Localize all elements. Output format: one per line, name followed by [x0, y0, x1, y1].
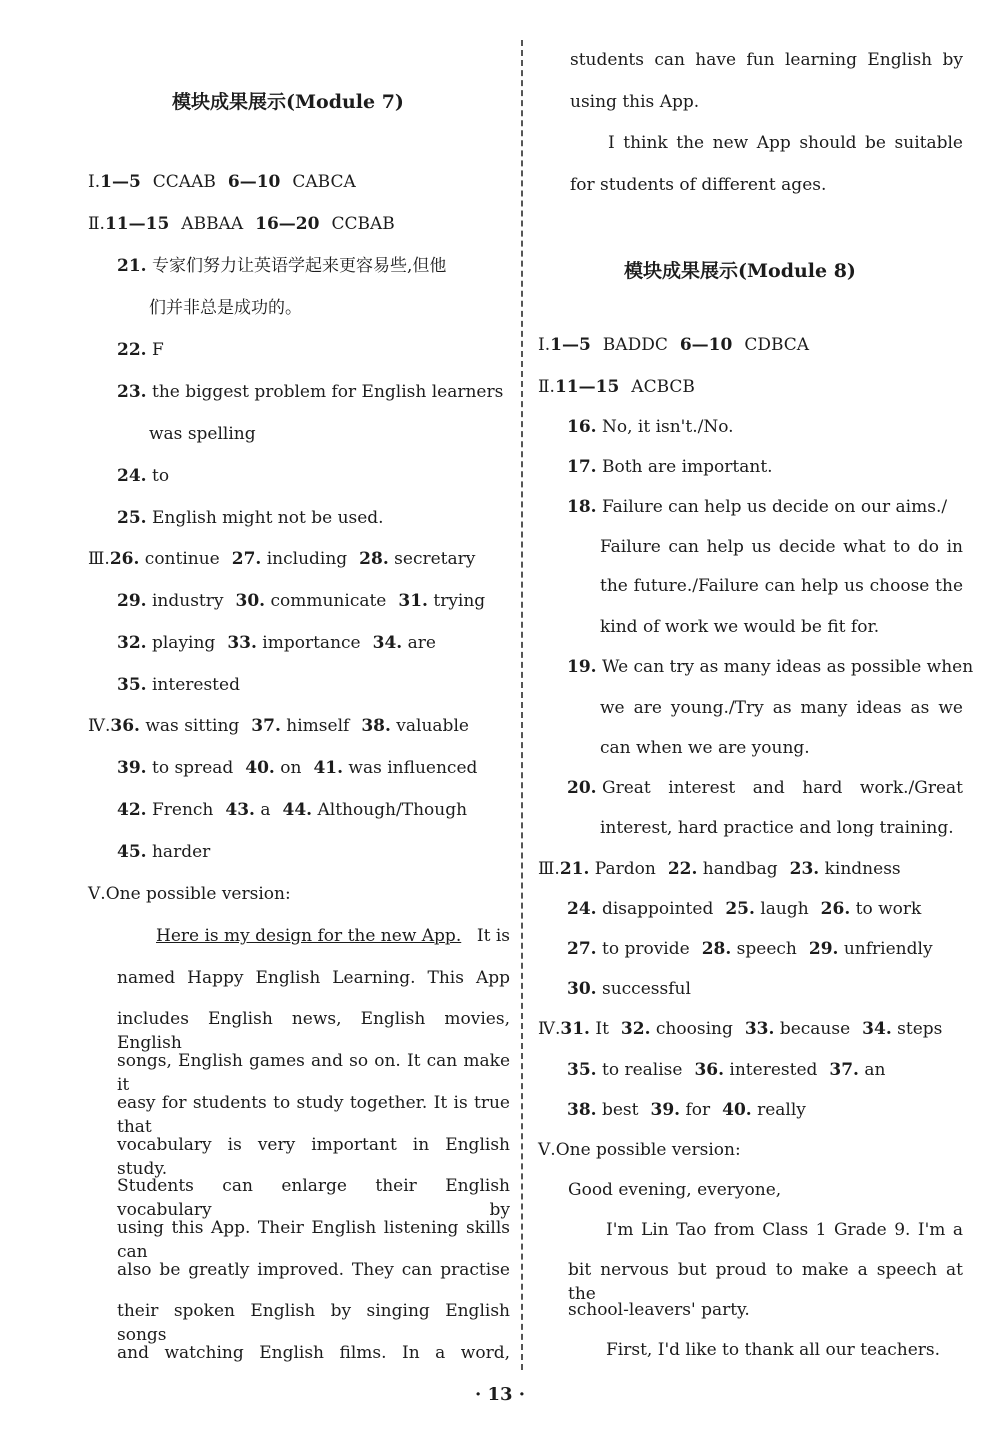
answer-20-line: interest, hard practice and long training.: [600, 818, 954, 838]
section-1-answers: Ⅰ.1—5 BADDC 6—10 CDBCA: [538, 335, 810, 355]
answer-23-line1: 23. the biggest problem for English learners: [117, 382, 504, 402]
speech-greeting: Good evening, everyone,: [568, 1180, 782, 1200]
answer-23-line2: was spelling: [149, 424, 256, 444]
section-4-row4: 45. harder: [117, 842, 211, 862]
section-3-row3: 32. playing 33. importance 34. are: [117, 633, 436, 653]
answer-24: 24. to: [117, 466, 170, 486]
section-2-answers: Ⅱ.11—15 ACBCB: [538, 377, 695, 397]
column-divider: [521, 40, 523, 1370]
answer-21-line1: 21. 专家们努力让英语学起来更容易些,但他: [117, 256, 447, 276]
answer-22: 22. F: [117, 340, 164, 360]
module7-heading: 模块成果展示(Module 7): [172, 91, 404, 113]
section-5-intro: Ⅴ.One possible version:: [538, 1140, 741, 1160]
speech-line: bit nervous but proud to make a speech at the: [568, 1260, 963, 1304]
answer-18-line: kind of work we would be fit for.: [600, 617, 880, 637]
section-3-row1: Ⅲ.21. Pardon 22. handbag 23. kindness: [538, 859, 901, 879]
essay-line: and watching English films. In a word,: [117, 1343, 510, 1363]
essay-line: songs, English games and so on. It can make it: [117, 1051, 510, 1095]
module8-heading: 模块成果展示(Module 8): [624, 260, 856, 282]
answer-19-line1: 19. We can try as many ideas as possible when: [567, 657, 974, 677]
answer-20-line1: 20. Great interest and hard work./Great: [567, 778, 963, 798]
answer-19-line: we are young./Try as many ideas as we: [600, 698, 963, 718]
section-3-row4: 30. successful: [567, 979, 691, 999]
essay-first-line: Here is my design for the new App. It is: [156, 926, 510, 946]
answer-25: 25. English might not be used.: [117, 508, 384, 528]
section-4-row3: 38. best 39. for 40. really: [567, 1100, 806, 1120]
section-3-row4: 35. interested: [117, 675, 240, 695]
answer-18-line: Failure can help us decide what to do in: [600, 537, 963, 557]
section-4-row2: 35. to realise 36. interested 37. an: [567, 1060, 886, 1080]
essay-line: Students can enlarge their English vocabulary by: [117, 1176, 510, 1220]
essay-line: their spoken English by singing English songs: [117, 1301, 510, 1345]
essay-line: named Happy English Learning. This App: [117, 968, 510, 988]
section-2-answers: Ⅱ.11—15 ABBAA 16—20 CCBAB: [88, 214, 395, 234]
section-4-row3: 42. French 43. a 44. Although/Though: [117, 800, 468, 820]
answer-18-line: the future./Failure can help us choose the: [600, 576, 963, 596]
answer-18-line1: 18. Failure can help us decide on our aims./: [567, 497, 948, 517]
speech-line: I'm Lin Tao from Class 1 Grade 9. I'm a: [606, 1220, 963, 1240]
page-number: · 13 ·: [474, 1384, 526, 1405]
section-3-row3: 27. to provide 28. speech 29. unfriendly: [567, 939, 933, 959]
section-3-row1: Ⅲ.26. continue 27. including 28. secretary: [88, 549, 476, 569]
section-4-row1: Ⅳ.36. was sitting 37. himself 38. valuable: [88, 716, 469, 736]
section-5-intro: Ⅴ.One possible version:: [88, 884, 291, 904]
essay-line: includes English news, English movies, English: [117, 1009, 510, 1053]
speech-line: school-leavers' party.: [568, 1300, 750, 1320]
essay-line: easy for students to study together. It is true that: [117, 1093, 510, 1137]
section-4-row1: Ⅳ.31. It 32. choosing 33. because 34. steps: [538, 1019, 943, 1039]
essay-line: vocabulary is very important in English study.: [117, 1135, 510, 1179]
answer-17: 17. Both are important.: [567, 457, 773, 477]
essay-conclusion-line: I think the new App should be suitable: [608, 133, 963, 153]
answer-19-line: can when we are young.: [600, 738, 810, 758]
section-1-answers: Ⅰ.1—5 CCAAB 6—10 CABCA: [88, 172, 356, 192]
section-3-row2: 29. industry 30. communicate 31. trying: [117, 591, 486, 611]
answer-16: 16. No, it isn't./No.: [567, 417, 734, 437]
essay-line: using this App. Their English listening skills can: [117, 1218, 510, 1262]
section-3-row2: 24. disappointed 25. laugh 26. to work: [567, 899, 922, 919]
answer-21-line2: 们并非总是成功的。: [149, 298, 302, 318]
speech-line: First, I'd like to thank all our teachers.: [606, 1340, 941, 1360]
essay-line: also be greatly improved. They can practise: [117, 1260, 510, 1280]
essay-conclusion-line: for students of different ages.: [570, 175, 827, 195]
essay-continued-line: using this App.: [570, 92, 700, 112]
essay-continued-line: students can have fun learning English by: [570, 50, 963, 70]
section-4-row2: 39. to spread 40. on 41. was influenced: [117, 758, 478, 778]
